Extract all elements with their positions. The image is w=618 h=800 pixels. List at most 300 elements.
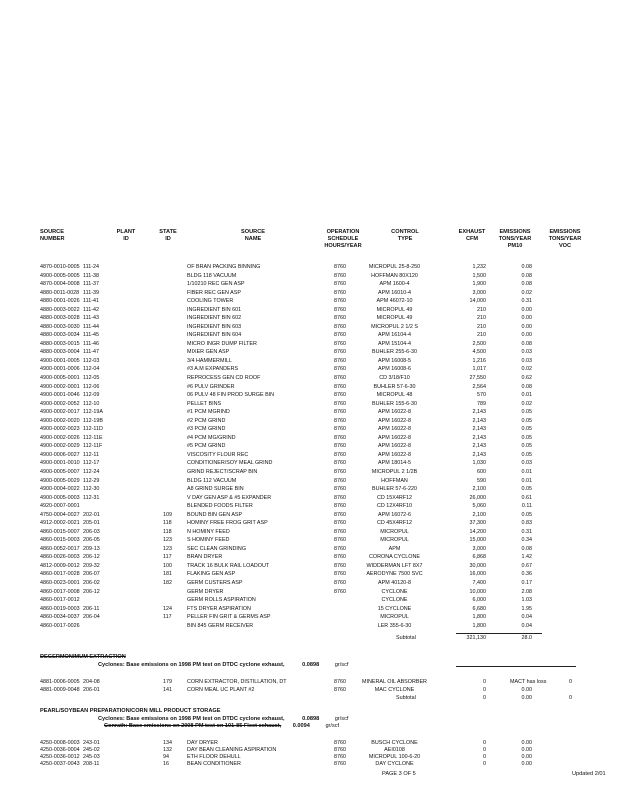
hours-per-year: 8760	[334, 417, 346, 424]
plant-id: 112-06	[83, 383, 100, 390]
emissions-pm10: 0.03	[521, 460, 532, 467]
source-name: 3/4 HAMMERMILL	[187, 357, 232, 364]
plant-id: 111-24	[83, 264, 99, 270]
header-source-name: SOURCE NAME	[241, 229, 265, 242]
source-number: 4900-0001-0010	[40, 460, 80, 467]
emissions-pm10: 0.00	[521, 747, 532, 753]
source-name: INGREDIENT BIN 601	[187, 306, 242, 313]
state-id: 141	[163, 687, 172, 693]
source-number: 4900-0002-0017	[40, 409, 80, 416]
state-id: 118	[163, 528, 172, 535]
source-number: 4880-0003-0030	[40, 323, 80, 330]
source-number: 4860-0017-0026	[40, 622, 80, 629]
control-type: APM 40120-8	[378, 579, 411, 586]
plant-id: 206-07	[83, 571, 100, 578]
source-name: DAY BEAN CLEANING ASPIRATION	[187, 747, 277, 753]
table-row	[0, 307, 618, 313]
source-name: #1 PCM MGRIND	[187, 409, 230, 416]
hours-per-year: 8760	[334, 289, 346, 296]
source-number: 4860-0026-0003	[40, 554, 80, 561]
source-number: 4880-0001-0026	[40, 298, 80, 305]
control-type: MICROPUL	[380, 528, 409, 535]
subtotal-cfm: 321,130	[466, 635, 486, 641]
emissions-pm10: 0.05	[521, 409, 532, 416]
control-type: LER 355-6-30	[377, 622, 412, 629]
hours-per-year: 8760	[334, 486, 346, 493]
emissions-pm10: 0.08	[521, 264, 532, 270]
emissions-pm10: 0.83	[521, 520, 532, 527]
section-degerm-subtotal-voc: 0	[569, 695, 572, 701]
exhaust-cfm: 2,143	[472, 417, 486, 424]
plant-id: 112-19B	[83, 417, 103, 424]
hours-per-year: 8760	[334, 679, 346, 685]
table-row	[0, 554, 618, 560]
emissions-pm10: 0.31	[521, 528, 532, 535]
plant-id: 112-11E	[83, 434, 103, 441]
control-type: CYCLONE	[381, 597, 408, 604]
source-number: 4250-0036-0012	[40, 754, 80, 760]
plant-id: 112-19A	[83, 409, 103, 416]
exhaust-cfm: 5,060	[472, 503, 486, 510]
source-name: GRIND REJECT/SCRAP BIN	[187, 468, 258, 475]
emissions-pm10: 0.02	[521, 289, 532, 296]
table-row	[0, 503, 618, 509]
section-degerm-subtotal-tons: 0.00	[521, 695, 532, 701]
exhaust-cfm: 1,900	[472, 281, 486, 288]
subtotal-row	[0, 635, 618, 641]
source-name: GERM DRYER	[187, 588, 224, 595]
source-name: INGREDIENT BIN 603	[187, 323, 242, 330]
table-row	[0, 546, 618, 552]
table-row	[0, 606, 618, 612]
table-row	[0, 401, 618, 407]
table-row	[0, 315, 618, 321]
exhaust-cfm: 1,030	[472, 460, 486, 467]
emissions-pm10: 0.01	[521, 468, 532, 475]
table-row	[0, 537, 618, 543]
hours-per-year: 8760	[334, 579, 346, 586]
hours-per-year: 8760	[334, 375, 346, 382]
source-number: 4900-0002-0023	[40, 426, 80, 433]
source-number: 4900-0002-0029	[40, 443, 80, 450]
section-degerm-note: Cyclones: Base emissions on 1998 PM test on DTDC cyclone exhaust, 0.0898 gr/scf	[98, 662, 349, 668]
exhaust-cfm: 7,400	[472, 579, 486, 586]
exhaust-cfm: 1,500	[472, 272, 486, 279]
source-name: ETH FLOOR DEHULL	[187, 754, 241, 760]
exhaust-cfm: 2,143	[472, 409, 486, 416]
emissions-pm10: 0.00	[521, 315, 532, 322]
hours-per-year: 8760	[334, 537, 346, 544]
emissions-pm10: 0.00	[521, 323, 532, 330]
source-number: 4900-0002-0020	[40, 417, 80, 424]
plant-id: 111-43	[83, 315, 99, 322]
control-type: HOFFMAN	[381, 477, 408, 484]
control-type: 15 CYCLONE	[377, 605, 412, 612]
hours-per-year: 8760	[334, 451, 346, 458]
control-type: APM 16022-8	[378, 451, 411, 458]
source-name: BEAN CONDITIONER	[187, 761, 241, 767]
source-name: INGREDIENT BIN 604	[187, 332, 242, 339]
source-number: 4870-0004-0008	[40, 281, 80, 288]
source-name: MICRO INGR DUMP FILTER	[187, 340, 257, 347]
emissions-pm10: 0.03	[521, 357, 532, 364]
emissions-pm10: 0.03	[521, 349, 532, 356]
hours-per-year: 8760	[334, 366, 346, 373]
table-row	[0, 290, 618, 296]
plant-id: 112-11	[83, 451, 99, 458]
control-type: APM 16022-8	[378, 409, 411, 416]
source-number: 4900-0001-0005	[40, 357, 80, 364]
source-number: 4860-0015-0007	[40, 528, 80, 535]
exhaust-cfm: 0	[483, 679, 486, 685]
source-number: 4900-0002-0001	[40, 383, 80, 390]
source-number: 4920-0007-0001	[40, 503, 80, 510]
exhaust-cfm: 1,232	[472, 264, 486, 270]
hours-per-year: 8760	[334, 528, 346, 535]
source-name: #6 PULV GRINDER	[187, 383, 235, 390]
table-row	[0, 443, 618, 449]
control-type: BUHLER 57-6-220	[372, 486, 417, 493]
header-exhaust-cfm: EXHAUST CFM	[458, 229, 486, 242]
table-row	[0, 486, 618, 492]
emissions-pm10: 0.00	[521, 740, 532, 746]
hours-per-year: 8760	[334, 754, 346, 760]
emissions-pm10: 0.08	[521, 272, 532, 279]
hours-per-year: 8760	[334, 460, 346, 467]
table-row	[0, 589, 618, 595]
control-type: DAY CYCLONE	[375, 761, 414, 767]
plant-id: 112-24	[83, 468, 100, 475]
hours-per-year: 8760	[334, 511, 346, 518]
source-name: #4 PCM MG/GRIND	[187, 434, 236, 441]
emissions-pm10: 2.08	[521, 588, 532, 595]
plant-id: 111-41	[83, 298, 99, 305]
control-type: APM 16008-6	[378, 366, 411, 373]
table-row	[0, 281, 618, 287]
state-id: 94	[163, 754, 169, 760]
control-type: MICROPUL 2 1/2 S	[371, 323, 418, 330]
hours-per-year: 8760	[334, 554, 346, 561]
exhaust-cfm: 37,300	[469, 520, 486, 527]
state-id: 132	[163, 747, 172, 753]
table-row	[0, 366, 618, 372]
exhaust-cfm: 0	[483, 754, 486, 760]
source-name: SEC CLEAN GRINDING	[187, 545, 247, 552]
subtotal-label: Subtotal	[396, 635, 416, 641]
table-row	[0, 571, 618, 577]
source-number: 4860-0017-0008	[40, 588, 80, 595]
source-name: HOMINY FREE FROG GRIT ASP	[187, 520, 268, 527]
plant-id: 112-09	[83, 392, 100, 399]
hours-per-year: 8760	[334, 545, 346, 552]
hours-per-year: 8760	[334, 477, 346, 484]
plant-id: 205-01	[83, 520, 100, 527]
hours-per-year: 8760	[334, 409, 346, 416]
section-degerm-title: DEGERMONIMUM EXTRACTION	[40, 654, 126, 660]
emissions-pm10: 1.03	[521, 597, 532, 604]
emissions-pm10: 0.05	[521, 443, 532, 450]
exhaust-cfm: 30,000	[469, 562, 486, 569]
hours-per-year: 8760	[334, 747, 346, 753]
hours-per-year: 8760	[334, 264, 346, 270]
hours-per-year: 8760	[334, 383, 346, 390]
control-type: APM 16104-4	[378, 332, 411, 339]
hours-per-year: 8760	[334, 426, 346, 433]
plant-id: 112-31	[83, 494, 100, 501]
plant-id: 112-11D	[83, 426, 103, 433]
emissions-pm10: 1.95	[521, 605, 532, 612]
table-row	[0, 761, 618, 767]
exhaust-cfm: 2,500	[472, 340, 486, 347]
source-number: 4900-0002-0026	[40, 434, 80, 441]
exhaust-cfm: 1,017	[472, 366, 486, 373]
source-name: A8 GRIND SURGE BIN	[187, 486, 244, 493]
source-name: #3 PCM GRIND	[187, 426, 226, 433]
control-type: CD 3/18/F10	[379, 375, 410, 382]
table-row	[0, 740, 618, 746]
source-number: 4812-0009-0012	[40, 562, 80, 569]
exhaust-cfm: 6,868	[472, 554, 486, 561]
control-type: WIDDERMAN LFT 8X7	[366, 562, 423, 569]
table-row	[0, 520, 618, 526]
plant-id: 112-29	[83, 477, 100, 484]
source-name: FTS DRYER ASPIRATION	[187, 605, 251, 612]
control-type: APM 18014-5	[378, 460, 411, 467]
control-type: MINERAL OIL ABSORBER	[362, 679, 427, 685]
emissions-pm10: MACT has loss	[510, 679, 547, 685]
emissions-pm10: 0.61	[521, 494, 532, 501]
source-number: 4900-0005-0001	[40, 375, 80, 382]
exhaust-cfm: 2,143	[472, 426, 486, 433]
hours-per-year: 8760	[334, 443, 346, 450]
source-name: #2 PCM GRIND	[187, 417, 226, 424]
hours-per-year: 8760	[334, 323, 346, 330]
state-id: 124	[163, 605, 172, 612]
source-name: GERM ROLLS ASPIRATION	[187, 597, 256, 604]
state-id: 134	[163, 740, 172, 746]
source-number: 4880-0003-0034	[40, 332, 80, 339]
plant-id: 111-47	[83, 349, 99, 356]
emissions-pm10: 0.00	[521, 332, 532, 339]
hours-per-year: 8760	[334, 494, 346, 501]
plant-id: 112-11F	[83, 443, 103, 450]
section-soybean-note1: Cyclones: Base emissions on 1998 PM test on DTDC cyclone exhaust, 0.0898 gr/scf	[98, 716, 349, 722]
exhaust-cfm: 27,550	[469, 375, 486, 382]
table-row	[0, 469, 618, 475]
table-row	[0, 754, 618, 760]
exhaust-cfm: 2,100	[472, 511, 486, 518]
source-number: 4250-0037-0043	[40, 761, 80, 767]
table-row	[0, 341, 618, 347]
emissions-pm10: 0.00	[521, 754, 532, 760]
source-number: 4250-0008-0003	[40, 740, 80, 746]
emissions-pm10: 0.62	[521, 375, 532, 382]
exhaust-cfm: 1,800	[472, 614, 486, 621]
control-type: MICROPUL 49	[376, 306, 413, 313]
table-row	[0, 264, 618, 270]
exhaust-cfm: 0	[483, 687, 486, 693]
exhaust-cfm: 15,000	[469, 537, 486, 544]
source-name: BLDG 112 VACUUM	[187, 477, 237, 484]
source-name: N HOMINY FEED	[187, 528, 230, 535]
hours-per-year: 8760	[334, 349, 346, 356]
plant-id: 206-12	[83, 588, 100, 595]
hours-per-year: 8760	[334, 332, 346, 339]
source-number: 4860-0023-0001	[40, 579, 80, 586]
table-row	[0, 358, 618, 364]
hours-per-year: 8760	[334, 298, 346, 305]
source-number: 4900-0004-0022	[40, 486, 80, 493]
header-emissions-pm10: EMISSIONS TONS/YEAR PM10	[498, 229, 532, 249]
table-row	[0, 478, 618, 484]
source-name: FIBER REC GEN ASP	[187, 289, 241, 296]
hours-per-year: 8760	[334, 520, 346, 527]
plant-id: 206-04	[83, 614, 100, 621]
control-type: APM 16022-8	[378, 426, 411, 433]
control-type: APM 16010-4	[378, 289, 411, 296]
source-name: BOUND BIN GEN ASP	[187, 511, 243, 518]
exhaust-cfm: 2,564	[472, 383, 486, 390]
table-row	[0, 409, 618, 415]
plant-id: 111-42	[83, 306, 99, 313]
emissions-pm10: 0.08	[521, 281, 532, 288]
control-type: BUSCH CYCLONE	[371, 740, 418, 746]
table-row	[0, 349, 618, 355]
hours-per-year: 8760	[334, 315, 346, 322]
control-type: CD 12X4RF10	[376, 503, 413, 510]
source-name: #5 PCM GRIND	[187, 443, 226, 450]
source-number: 4900-0002-0052	[40, 400, 80, 407]
exhaust-cfm: 3,000	[472, 289, 486, 296]
control-type: MICROPUL	[380, 614, 409, 621]
emissions-pm10: 0.08	[521, 383, 532, 390]
source-number: 4860-0019-0003	[40, 605, 80, 612]
state-id: 179	[163, 679, 172, 685]
hours-per-year: 8760	[334, 392, 346, 399]
table-row	[0, 452, 618, 458]
table-row	[0, 614, 618, 620]
section-soybean-title: PEARL/SOYBEAN PREPARATION/CORN MILL PRODUCT STORAGE	[40, 708, 221, 714]
source-name: CORN EXTRACTOR, DISTILLATION, DT	[187, 679, 287, 685]
header-emissions-voc: EMISSIONS TONS/YEAR VOC	[548, 229, 582, 249]
table-row	[0, 563, 618, 569]
exhaust-cfm: 2,143	[472, 451, 486, 458]
state-id: 123	[163, 545, 172, 552]
emissions-pm10: 0.36	[521, 571, 532, 578]
plant-id: 206-05	[83, 537, 100, 544]
state-id: 16	[163, 761, 169, 767]
source-name: BRAN DRYER	[187, 554, 223, 561]
source-number: 4870-0010-0005	[40, 264, 80, 270]
control-type: APM 16072-6	[378, 511, 411, 518]
plant-id: 112-03	[83, 357, 100, 364]
emissions-pm10: 0.05	[521, 426, 532, 433]
source-number: 4881-0006-0005	[40, 679, 80, 685]
hours-per-year: 8760	[334, 571, 346, 578]
table-row	[0, 375, 618, 381]
source-number: 4900-0005-0029	[40, 477, 80, 484]
control-type: BUHLER 255-6-30	[372, 349, 417, 356]
control-type: APM 16008-5	[378, 357, 411, 364]
control-type: MICROPUL	[380, 537, 409, 544]
source-number: 4900-0005-0003	[40, 494, 80, 501]
control-type: APM 46072-10	[376, 298, 413, 305]
subtotal-rule	[456, 633, 542, 634]
header-state-id: STATE ID	[159, 229, 177, 242]
emissions-pm10: 0.00	[521, 761, 532, 767]
state-id: 117	[163, 554, 172, 561]
control-type: MICROPUL 100-6-20	[368, 754, 421, 760]
plant-id: 112-05	[83, 375, 100, 382]
source-name: TRACK 16 BULK RAIL LOADOUT	[187, 562, 270, 569]
source-number: 4881-0009-0048	[40, 687, 80, 693]
plant-id: 111-39	[83, 289, 99, 296]
table-row	[0, 687, 618, 693]
exhaust-cfm: 16,000	[469, 571, 486, 578]
header-plant-id: PLANT ID	[116, 229, 136, 242]
header-source-number: SOURCE NUMBER	[40, 229, 65, 242]
hours-per-year: 8760	[334, 740, 346, 746]
exhaust-cfm: 0	[483, 761, 486, 767]
source-number: 4880-0003-0022	[40, 306, 80, 313]
plant-id: 209-13	[83, 545, 100, 552]
emissions-pm10: 0.02	[521, 366, 532, 373]
table-row	[0, 384, 618, 390]
control-type: MICROPUL 49	[376, 315, 413, 322]
source-number: 4900-0001-0046	[40, 392, 80, 399]
plant-id: 111-44	[83, 323, 99, 330]
source-number: 4900-0005-0005	[40, 272, 80, 279]
exhaust-cfm: 2,143	[472, 443, 486, 450]
source-name: BLDG 118 VACUUM	[187, 272, 237, 279]
exhaust-cfm: 210	[477, 306, 486, 313]
control-type: APM 1600-4	[379, 281, 410, 288]
section-degerm-subtotal-label: Subtotal	[396, 695, 416, 701]
source-name: S HOMINY FEED	[187, 537, 230, 544]
source-number: 4860-0015-0003	[40, 537, 80, 544]
emissions-pm10: 0.00	[521, 306, 532, 313]
plant-id: 206-01	[83, 687, 100, 693]
control-type: MICROPUL 2 1/2B	[371, 468, 418, 475]
source-number: 4860-0017-0012	[40, 597, 80, 604]
table-row	[0, 418, 618, 424]
control-type: BUHLER 57-6-30	[373, 383, 416, 390]
exhaust-cfm: 6,680	[472, 605, 486, 612]
table-row	[0, 495, 618, 501]
plant-id: 243-01	[83, 740, 100, 746]
source-name: PELLER FIN GRIT & GERMS ASP	[187, 614, 271, 621]
table-row	[0, 435, 618, 441]
exhaust-cfm: 210	[477, 332, 486, 339]
emissions-pm10: 0.01	[521, 392, 532, 399]
control-type: MAC CYCLONE	[374, 687, 415, 693]
control-type: APM	[388, 545, 401, 552]
table-row	[0, 324, 618, 330]
plant-id: 209-32	[83, 562, 100, 569]
plant-id: 206-03	[83, 528, 100, 535]
table-row	[0, 747, 618, 753]
plant-id: 208-11	[83, 761, 100, 767]
source-number: 4880-0003-0004	[40, 349, 80, 356]
plant-id: 112-17	[83, 460, 100, 467]
source-number: 4880-0011-0028	[40, 289, 80, 296]
source-name: 06 PULV 48 FIN PROD SURGE BIN	[187, 392, 275, 399]
hours-per-year: 8760	[334, 340, 346, 347]
source-name: VISCOSITY FLOUR REC	[187, 451, 249, 458]
control-type: HOFFMAN 80X120	[371, 272, 418, 279]
hours-per-year: 8760	[334, 400, 346, 407]
source-name: REPROCESS GEN CD ROOF	[187, 375, 261, 382]
